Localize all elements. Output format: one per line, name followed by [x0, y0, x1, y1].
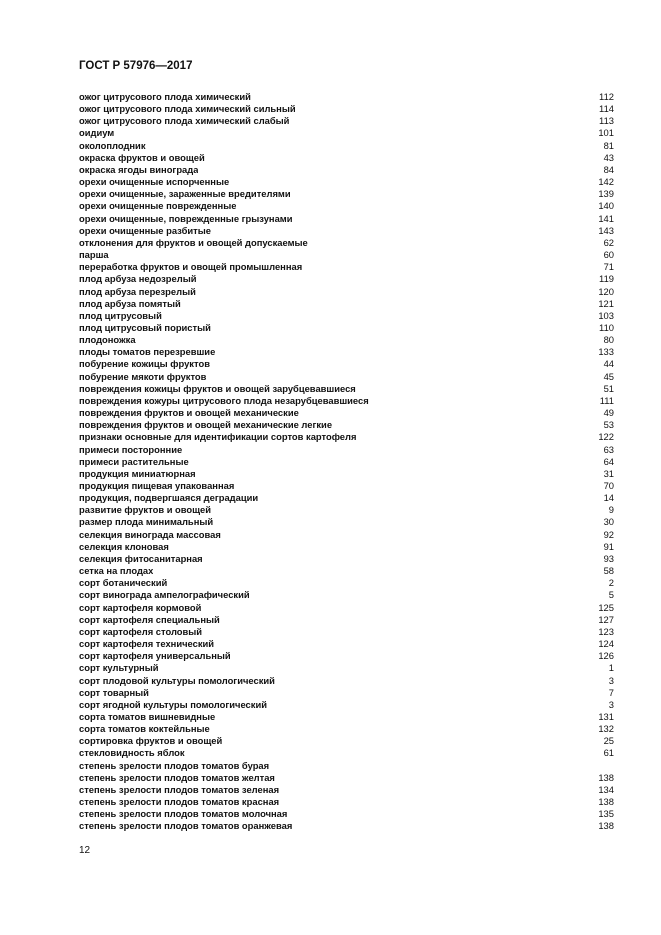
index-entry [79, 687, 614, 699]
index-term: сорт культурный [79, 662, 159, 674]
index-entry [79, 322, 614, 334]
index-entry [79, 675, 614, 687]
index-entry [79, 577, 614, 589]
index-entry [79, 747, 614, 759]
index-page-ref: 131 [598, 710, 614, 722]
index-entry [79, 504, 614, 516]
index-term: селекция фитосанитарная [79, 552, 203, 564]
index-entry [79, 772, 614, 784]
index-entry [79, 760, 614, 772]
index-entry [79, 541, 614, 553]
index-page-ref: 63 [603, 443, 614, 455]
index-entry [79, 395, 614, 407]
index-entry [79, 711, 614, 723]
index-page-ref: 113 [599, 115, 614, 127]
index-term: повреждения кожуры цитрусового плода незарубцевавшиеся [79, 394, 369, 406]
index-term: орехи очищенные разбитые [79, 224, 211, 236]
index-term: отклонения для фруктов и овощей допускаемые [79, 236, 308, 248]
index-entry [79, 127, 614, 139]
index-term: плод цитрусовый [79, 309, 162, 321]
index-page-ref: 5 [608, 589, 614, 601]
index-page-ref: 44 [603, 358, 614, 370]
index-entry [79, 261, 614, 273]
index-term: степень зрелости плодов томатов молочная [79, 808, 288, 820]
index-page-ref: 9 [608, 504, 614, 516]
index-term: повреждения фруктов и овощей механические [79, 407, 299, 419]
index-term: плод арбуза перезрелый [79, 285, 196, 297]
index-page-ref: 139 [598, 188, 614, 200]
index-page-ref: 3 [608, 674, 614, 686]
index-entry [79, 346, 614, 358]
index-entry [79, 735, 614, 747]
index-page-ref: 103 [598, 309, 614, 321]
index-entry [79, 529, 614, 541]
index-term: селекция винограда массовая [79, 528, 221, 540]
index-term: плоды томатов перезревшие [79, 346, 216, 358]
index-page-ref: 142 [598, 176, 614, 188]
index-term: орехи очищенные, поврежденные грызунами [79, 212, 293, 224]
index-term: продукция, подвергшаяся деградации [79, 492, 259, 504]
index-page-ref: 120 [598, 285, 614, 297]
index-page-ref: 112 [599, 91, 614, 102]
index-term: продукция пищевая упакованная [79, 480, 235, 491]
index-term: повреждения кожицы фруктов и овощей зарубцевавшиеся [79, 382, 356, 394]
index-entry [79, 553, 614, 565]
index-term: примеси растительные [79, 455, 189, 467]
index-page-ref: 140 [598, 200, 614, 212]
index-page-ref: 80 [603, 334, 614, 346]
index-term: сорт картофеля столовый [79, 625, 203, 637]
index-entry [79, 492, 614, 504]
index-entry [79, 431, 614, 443]
index-term: окраска фруктов и овощей [79, 151, 205, 163]
index-entry [79, 614, 614, 626]
index-entry [79, 662, 614, 674]
index-page-ref: 31 [603, 467, 614, 479]
index-entry [79, 589, 614, 601]
index-page-ref: 60 [603, 249, 614, 261]
index-page-ref: 138 [598, 820, 614, 832]
index-page-ref: 121 [598, 297, 614, 309]
index-entry [79, 784, 614, 796]
index-term: размер плода минимальный [79, 516, 214, 528]
index-entry [79, 188, 614, 200]
index-entry [79, 273, 614, 285]
index-page-ref: 122 [598, 431, 614, 443]
index-term: степень зрелости плодов томатов красная [79, 796, 280, 808]
index-term: сорта томатов коктейльные [79, 723, 210, 735]
index-term: орехи очищенные поврежденные [79, 200, 237, 212]
index-entry [79, 200, 614, 212]
index-page-ref: 125 [598, 601, 614, 613]
index-entry [79, 444, 614, 456]
index-entry [79, 480, 614, 492]
index-term: оидиум [79, 127, 115, 139]
index-page-ref: 81 [603, 139, 614, 151]
index-page-ref: 127 [598, 613, 614, 625]
index-page-ref: 110 [599, 321, 614, 333]
index-term: селекция клоновая [79, 540, 169, 552]
index-term: сорт картофеля универсальный [79, 650, 231, 662]
index-entry [79, 91, 614, 103]
index-page-ref: 70 [603, 480, 614, 491]
index-entry [79, 115, 614, 127]
index-page-ref: 91 [603, 540, 614, 552]
index-term: сорт плодовой культуры помологический [79, 674, 275, 686]
index-page-ref: 123 [598, 625, 614, 637]
index-entry [79, 310, 614, 322]
index-page-ref: 1 [608, 662, 614, 674]
index-page-ref: 14 [603, 492, 614, 504]
index-term: побурение мякоти фруктов [79, 370, 207, 382]
index-term: признаки основные для идентификации сортов картофеля [79, 431, 357, 443]
index-entry [79, 225, 614, 237]
index-entry [79, 383, 614, 395]
index-page-ref: 7 [608, 686, 614, 698]
index-term: плод арбуза недозрелый [79, 273, 197, 285]
index-term: сортировка фруктов и овощей [79, 735, 223, 747]
index-term: повреждения фруктов и овощей механические легкие [79, 419, 333, 431]
index-page-ref: 114 [599, 103, 614, 115]
index-entry [79, 237, 614, 249]
index-term: сорт ягодной культуры помологический [79, 698, 267, 710]
index-page-ref: 3 [608, 698, 614, 710]
index-entry [79, 820, 614, 832]
index-page-ref: 25 [603, 735, 614, 747]
index-entry [79, 796, 614, 808]
index-term: сорт картофеля технический [79, 638, 215, 650]
index-term: сорт товарный [79, 686, 149, 698]
index-entry [79, 626, 614, 638]
index-page-ref: 124 [598, 638, 614, 650]
index-page-ref: 138 [598, 796, 614, 808]
index-entry [79, 456, 614, 468]
index-term: развитие фруктов и овощей [79, 504, 212, 516]
index-page-ref: 135 [598, 808, 614, 820]
index-entry [79, 650, 614, 662]
index-term: степень зрелости плодов томатов оранжевая [79, 820, 293, 832]
index-term: степень зрелости плодов томатов зеленая [79, 783, 280, 795]
index-page-ref: 133 [598, 346, 614, 358]
index-page-ref: 126 [598, 650, 614, 662]
index-page-ref: 141 [598, 212, 614, 224]
index-entry [79, 164, 614, 176]
index-page-ref: 134 [598, 783, 614, 795]
index-page-ref: 132 [598, 723, 614, 735]
index-entry [79, 419, 614, 431]
index-entry [79, 249, 614, 261]
index-term: парша [79, 249, 109, 261]
index-entry [79, 103, 614, 115]
alphabetical-index [79, 91, 614, 833]
index-entry [79, 140, 614, 152]
index-term: плод цитрусовый пористый [79, 321, 211, 333]
index-term: сорт ботанический [79, 577, 168, 589]
index-term: ожог цитрусового плода химический [79, 91, 251, 102]
index-term: околоплодник [79, 139, 146, 151]
index-entry [79, 516, 614, 528]
index-page-ref: 43 [603, 151, 614, 163]
index-entry [79, 152, 614, 164]
index-term: продукция миниатюрная [79, 467, 196, 479]
index-entry [79, 358, 614, 370]
index-page-ref: 71 [603, 261, 614, 273]
index-term: степень зрелости плодов томатов бурая [79, 759, 270, 771]
index-page-ref: 64 [603, 455, 614, 467]
index-entry [79, 468, 614, 480]
index-term: побурение кожицы фруктов [79, 358, 210, 370]
index-page-ref: 58 [603, 565, 614, 577]
page-number: 12 [79, 845, 91, 856]
index-term: переработка фруктов и овощей промышленная [79, 261, 303, 273]
index-page-ref: 53 [603, 419, 614, 431]
index-term: стекловидность яблок [79, 747, 185, 759]
index-page-ref: 62 [603, 236, 614, 248]
index-term: сетка на плодах [79, 565, 154, 577]
index-page-ref: 93 [603, 552, 614, 564]
index-page-ref: 143 [598, 224, 614, 236]
index-entry [79, 176, 614, 188]
index-page-ref: 111 [599, 394, 614, 406]
index-page-ref: 61 [603, 747, 614, 759]
index-entry [79, 334, 614, 346]
index-term: орехи очищенные, зараженные вредителями [79, 188, 291, 200]
index-term: плод арбуза помятый [79, 297, 181, 309]
index-page-ref: 49 [603, 407, 614, 419]
index-page-ref: 30 [603, 516, 614, 528]
index-page-ref: 92 [603, 528, 614, 540]
index-page-ref: 119 [599, 273, 614, 285]
index-page-ref: 2 [608, 577, 614, 589]
index-term: орехи очищенные испорченные [79, 176, 230, 188]
index-entry [79, 602, 614, 614]
index-term: сорт картофеля кормовой [79, 601, 202, 613]
index-page-ref: 45 [603, 370, 614, 382]
index-entry [79, 298, 614, 310]
index-page-ref: 51 [603, 382, 614, 394]
index-page-ref: 138 [598, 771, 614, 783]
index-entry [79, 371, 614, 383]
index-term: степень зрелости плодов томатов желтая [79, 771, 275, 783]
index-entry [79, 699, 614, 711]
index-term: плодоножка [79, 334, 136, 346]
index-entry [79, 638, 614, 650]
document-header: ГОСТ Р 57976—2017 [79, 60, 193, 72]
index-term: сорт винограда ампелографический [79, 589, 250, 601]
index-entry [79, 286, 614, 298]
index-entry [79, 565, 614, 577]
index-page-ref: 101 [598, 127, 614, 139]
index-term: окраска ягоды винограда [79, 163, 199, 175]
index-page-ref: 84 [603, 163, 614, 175]
index-entry [79, 808, 614, 820]
index-term: ожог цитрусового плода химический слабый [79, 115, 290, 127]
index-term: ожог цитрусового плода химический сильный [79, 103, 296, 115]
index-entry [79, 723, 614, 735]
index-term: сорт картофеля специальный [79, 613, 220, 625]
index-entry [79, 407, 614, 419]
index-term: сорта томатов вишневидные [79, 710, 216, 722]
index-entry [79, 213, 614, 225]
index-term: примеси посторонние [79, 443, 183, 455]
